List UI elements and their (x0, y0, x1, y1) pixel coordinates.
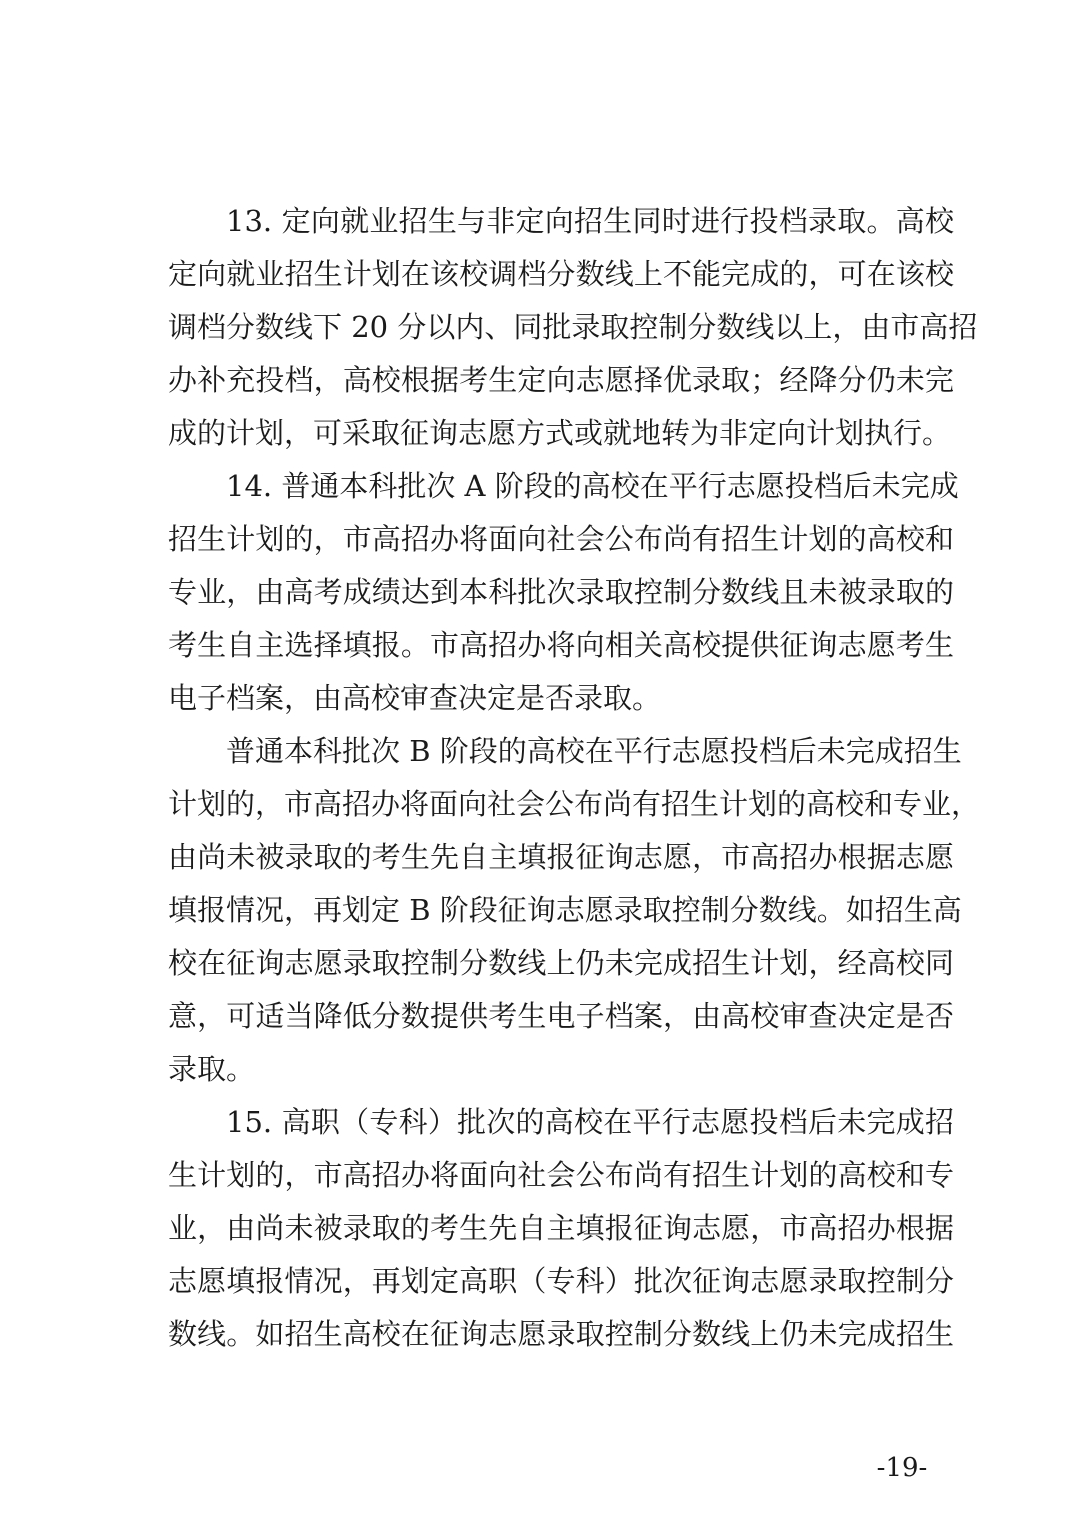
text-line: 考生自主选择填报。市高招办将向相关高校提供征询志愿考生 (168, 628, 954, 662)
text-line: 录取。 (168, 1052, 256, 1086)
text-line: 计划的，市高招办将面向社会公布尚有招生计划的高校和专业， (168, 787, 981, 821)
text-line: 定向就业招生计划在该校调档分数线上不能完成的，可在该校 (168, 257, 954, 291)
text-line: 志愿填报情况，再划定高职（专科）批次征询志愿录取控制分 (168, 1264, 954, 1298)
text-line: 填报情况，再划定 B 阶段征询志愿录取控制分数线。如招生高 (168, 893, 962, 927)
text-line: 招生计划的，市高招办将面向社会公布尚有招生计划的高校和 (168, 522, 954, 556)
text-line: 业，由尚未被录取的考生先自主填报征询志愿，市高招办根据 (168, 1211, 954, 1245)
text-line: 调档分数线下 20 分以内、同批录取控制分数线以上，由市高招 (168, 310, 978, 344)
text-line: 14. 普通本科批次 A 阶段的高校在平行志愿投档后未完成 (226, 469, 959, 503)
text-line: 办补充投档，高校根据考生定向志愿择优录取；经降分仍未完 (168, 363, 954, 397)
text-line: 13. 定向就业招生与非定向招生同时进行投档录取。高校 (226, 204, 954, 238)
text-line: 15. 高职（专科）批次的高校在平行志愿投档后未完成招 (226, 1105, 954, 1139)
text-line: 意，可适当降低分数提供考生电子档案，由高校审查决定是否 (168, 999, 954, 1033)
text-line: 电子档案，由高校审查决定是否录取。 (168, 681, 662, 715)
text-line: 专业，由高考成绩达到本科批次录取控制分数线且未被录取的 (168, 575, 954, 609)
text-line: 生计划的，市高招办将面向社会公布尚有招生计划的高校和专 (168, 1158, 954, 1192)
text-line: 成的计划，可采取征询志愿方式或就地转为非定向计划执行。 (168, 416, 952, 450)
text-line: 由尚未被录取的考生先自主填报征询志愿，市高招办根据志愿 (168, 840, 954, 874)
text-line: 校在征询志愿录取控制分数线上仍未完成招生计划，经高校同 (168, 946, 954, 980)
page-number: -19- (876, 1453, 928, 1483)
text-line: 数线。如招生高校在征询志愿录取控制分数线上仍未完成招生 (168, 1317, 954, 1351)
text-line: 普通本科批次 B 阶段的高校在平行志愿投档后未完成招生 (226, 734, 962, 768)
